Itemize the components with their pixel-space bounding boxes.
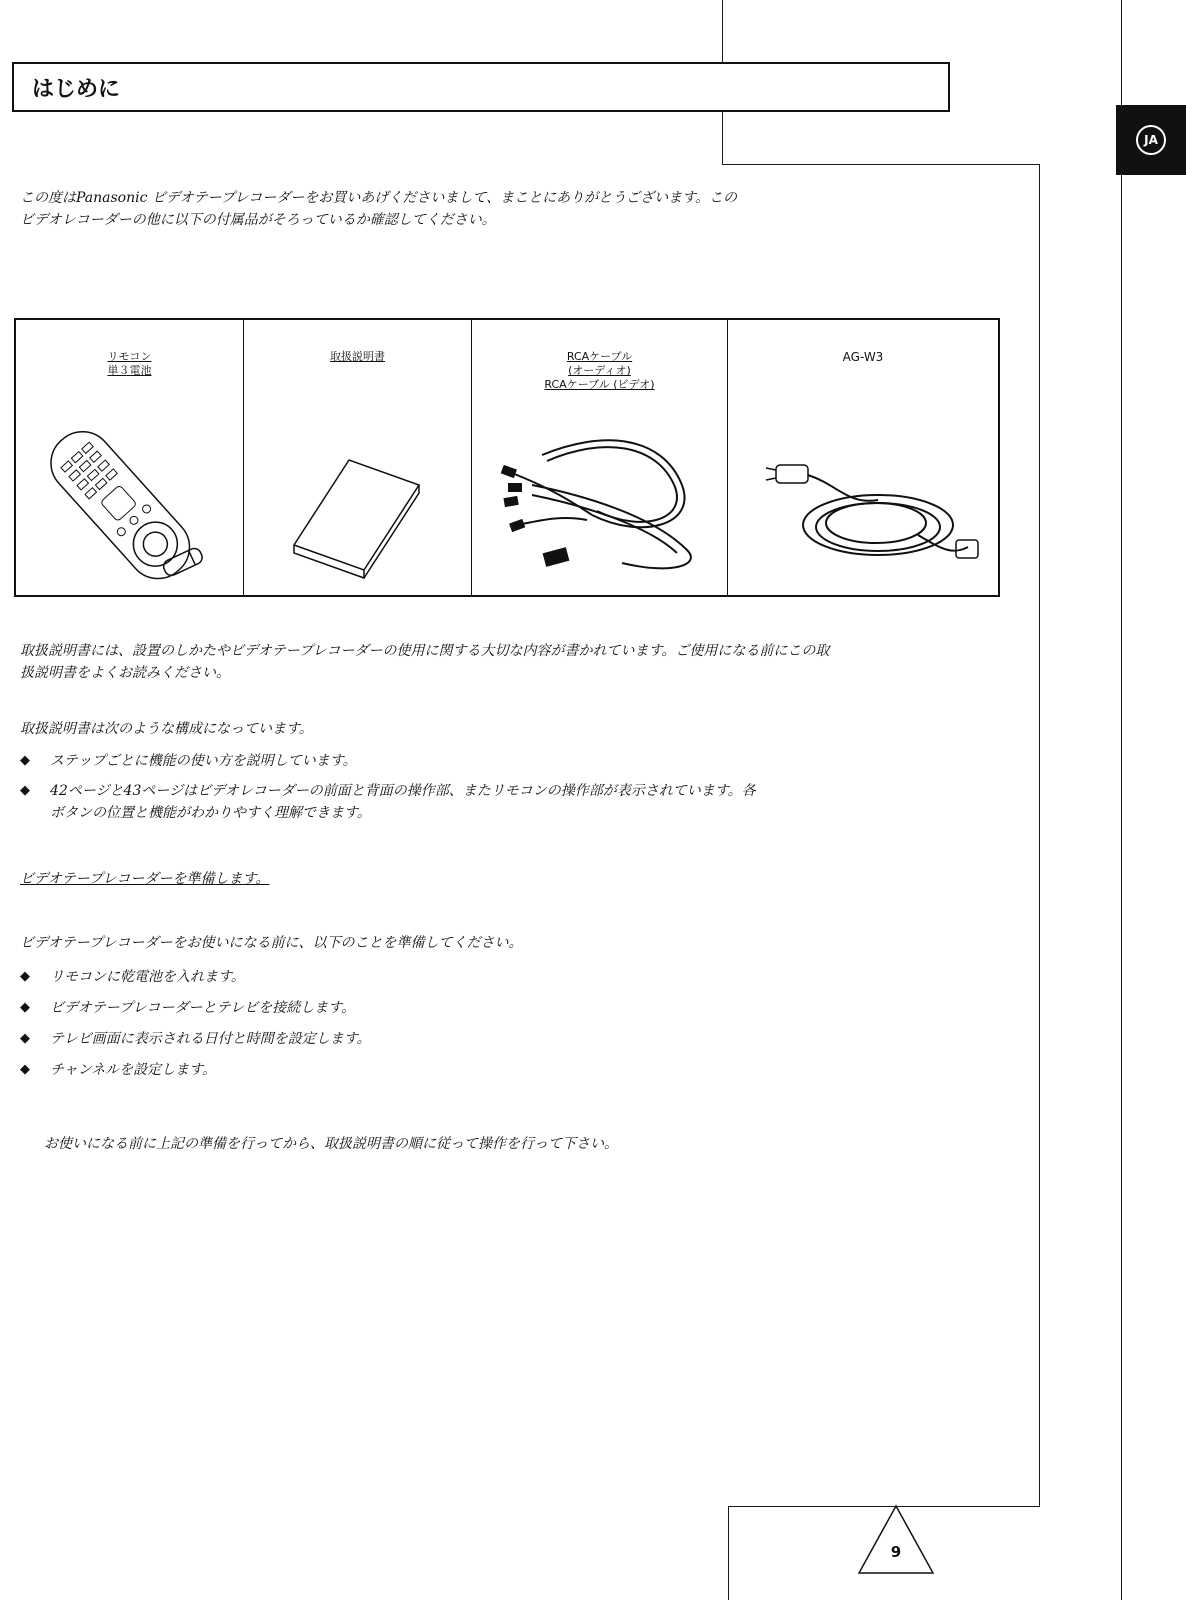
- list-item-text: ステップごとに機能の使い方を説明しています。: [50, 753, 357, 769]
- language-tab: [1116, 105, 1186, 175]
- diamond-bullet-icon: ◆: [20, 1000, 30, 1015]
- accessories-table: [14, 318, 1000, 597]
- language-badge: JA: [1136, 125, 1166, 155]
- list-item-text: チャンネルを設定します。: [50, 1062, 217, 1078]
- power-cord-icon: [728, 415, 998, 585]
- diamond-bullet-icon: ◆: [20, 1031, 30, 1046]
- accessory-label: リモコン: [107, 350, 152, 363]
- section-title: はじめに: [32, 76, 121, 102]
- list-item-text: テレビ画面に表示される日付と時間を設定します。: [50, 1031, 371, 1047]
- diamond-bullet-icon: ◆: [20, 753, 30, 768]
- accessory-label: RCAケーブル (ビデオ): [544, 378, 655, 391]
- section-title-box: [12, 62, 950, 112]
- intro-paragraph: [20, 187, 737, 231]
- accessory-label: AG-W3: [842, 350, 884, 364]
- rca-cable-icon: [472, 425, 728, 585]
- diamond-bullet-icon: ◆: [20, 969, 30, 984]
- remote-control-icon: [16, 415, 244, 585]
- accessory-cell-manual: [244, 320, 472, 595]
- list-item: [20, 1028, 371, 1050]
- page-number-text: 9: [890, 1543, 902, 1561]
- accessory-cell-power-cord: [728, 320, 998, 595]
- diamond-bullet-icon: ◆: [20, 783, 30, 798]
- frame-line-bottom-vertical: [728, 1506, 729, 1600]
- manual-book-icon: [244, 415, 472, 585]
- list-item: [20, 1059, 371, 1081]
- frame-line-mid-vertical: [722, 111, 723, 164]
- frame-line-horizontal-upper: [722, 164, 1039, 165]
- manual-note-line-2: 扱説明書をよくお読みください。: [20, 665, 230, 681]
- page-edge-line: [1121, 0, 1122, 1600]
- intro-line-1: この度はPanasonic ビデオテープレコーダーをお買いあげくださいまして、まことにありがとうございます。この: [20, 190, 737, 206]
- page-number: [856, 1503, 936, 1575]
- list-item-text: ボタンの位置と機能がわかりやすく理解できます。: [50, 805, 371, 821]
- accessory-cell-rca-cables: [472, 320, 728, 595]
- accessory-label: (オーディオ): [568, 364, 631, 377]
- accessory-cell-remote: [16, 320, 244, 595]
- prepare-heading: ビデオテープレコーダーを準備します。: [20, 871, 270, 887]
- manual-note-paragraph: [20, 640, 829, 684]
- list-item-text: リモコンに乾電池を入れます。: [50, 969, 245, 985]
- intro-line-2: ビデオレコーダーの他に以下の付属品がそろっているか確認してください。: [20, 212, 496, 228]
- structure-list: [20, 750, 756, 824]
- prepare-intro: ビデオテープレコーダーをお使いになる前に、以下のことを準備してください。: [20, 935, 523, 951]
- accessory-label: 取扱説明書: [330, 350, 385, 363]
- accessory-label: RCAケーブル: [566, 350, 633, 363]
- accessory-label: 単３電池: [107, 364, 152, 377]
- list-item: [20, 750, 756, 772]
- page-number-triangle-icon: [856, 1503, 936, 1575]
- list-item: [20, 780, 756, 824]
- list-item-text: 42ページと43ページはビデオレコーダーの前面と背面の操作部、またリモコンの操作部が表示されています。各: [50, 783, 756, 799]
- prepare-list: [20, 966, 371, 1081]
- frame-line-right-vertical: [1039, 164, 1040, 1506]
- frame-line-top-vertical: [722, 0, 723, 64]
- manual-note-line-1: 取扱説明書には、設置のしかたやビデオテープレコーダーの使用に関する大切な内容が書かれています。ご使用になる前にこの取: [20, 643, 830, 659]
- list-item: [20, 966, 371, 988]
- list-item-text: ビデオテープレコーダーとテレビを接続します。: [50, 1000, 356, 1016]
- structure-intro: 取扱説明書は次のような構成になっています。: [20, 721, 313, 737]
- diamond-bullet-icon: ◆: [20, 1062, 30, 1077]
- prepare-closing: お使いになる前に上記の準備を行ってから、取扱説明書の順に従って操作を行って下さい。: [44, 1136, 618, 1152]
- list-item: [20, 997, 371, 1019]
